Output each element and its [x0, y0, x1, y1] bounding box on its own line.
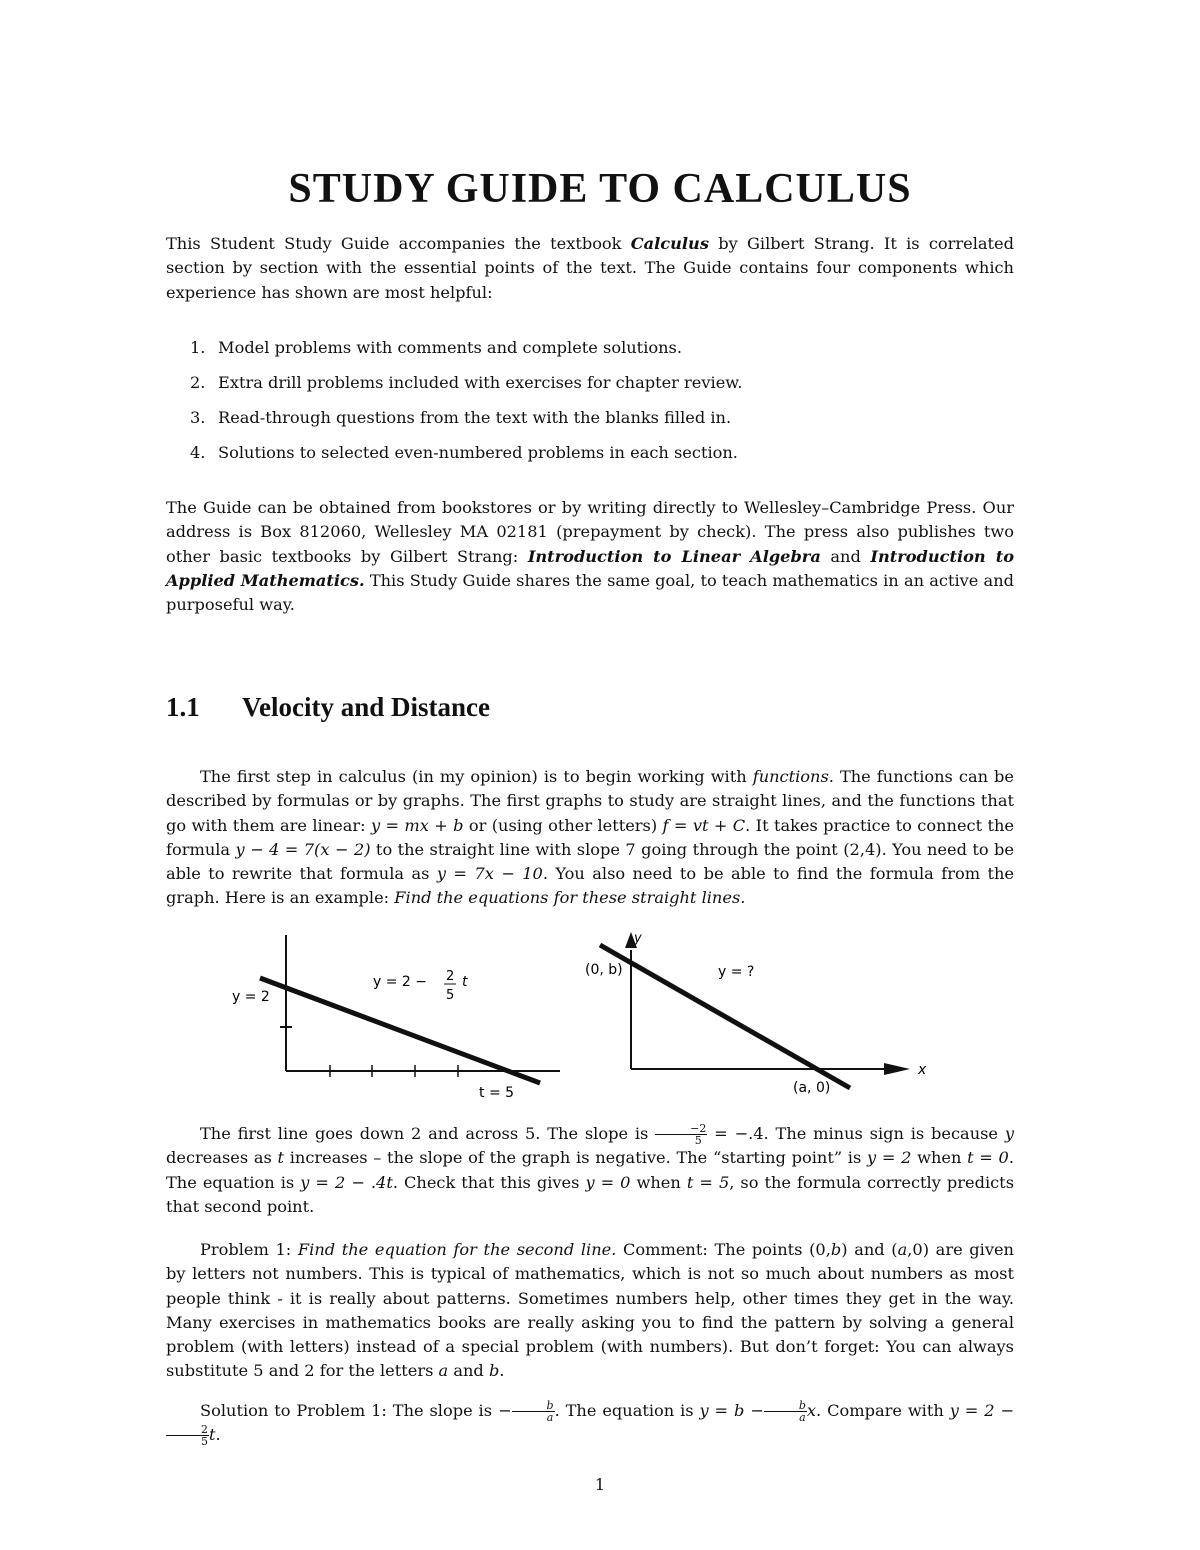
section-title: Velocity and Distance: [242, 692, 490, 722]
equation: y = 0: [585, 1172, 631, 1192]
list-item-text: Model problems with comments and complete solutions.: [218, 338, 682, 357]
graph1-label-t5: t = 5: [479, 1085, 515, 1101]
linear-algebra-title: Introduction to Linear Algebra: [527, 546, 821, 566]
intro-text-continued: by Gilbert Strang. It is correlated section by section with the essential points of the text. The Guide contains four components which experience has shown are most helpful:: [166, 234, 1014, 302]
para-text: . You also need to be able to find the formula from the graph. Here is an example:: [166, 864, 1014, 908]
functions-emphasis: functions.: [752, 767, 834, 786]
para-text: or (using other letters): [463, 815, 663, 835]
intro-paragraph: [166, 232, 1014, 305]
solution-paragraph: [166, 1399, 1014, 1448]
equation: y = 2 −: [949, 1401, 1014, 1420]
components-list: [190, 338, 742, 478]
graph2-label-q: y = ?: [718, 964, 755, 980]
para-text: .: [215, 1425, 221, 1445]
equation: f = vt + C: [662, 815, 746, 835]
list-item-number: 1.: [190, 338, 206, 357]
variable: b: [488, 1361, 500, 1381]
list-item-text: Extra drill problems included with exercises for chapter review.: [218, 373, 743, 392]
para-text: . Compare with: [816, 1401, 950, 1420]
fraction: [166, 1424, 209, 1447]
para-text: Solution to Problem 1: The slope is −: [200, 1401, 512, 1420]
graph1-label-y2: y = 2: [232, 989, 270, 1005]
guide-text: The Guide can be obtained from bookstores or by writing directly to Wellesley–Cambridge Press. Our address is Box 812060, Wellesley MA 02181 (prepayment by check). The press also publishes two other basic textbooks by Gilbert Strang:: [166, 498, 1014, 566]
variable: y: [1004, 1124, 1014, 1143]
graph1-eq-num: 2: [446, 969, 455, 984]
para-text: increases – the slope of the graph is negative. The “starting point” is: [284, 1148, 867, 1168]
para-text: and: [448, 1361, 489, 1381]
graph2-label-y: y: [634, 931, 642, 946]
list-item-text: Solutions to selected even-numbered problems in each section.: [218, 443, 738, 462]
variable: a: [897, 1240, 908, 1259]
graph1-line: [260, 978, 540, 1083]
graph-line-two: [580, 926, 940, 1101]
equation: t = 5: [686, 1172, 730, 1192]
graph-line-one: [220, 930, 570, 1105]
section-number: 1.1: [166, 692, 200, 722]
para-text: Problem 1:: [200, 1240, 298, 1259]
para-text: The functions can be described by formulas or by graphs. The first graphs to study are straight lines, and the functions that go with them are linear:: [166, 767, 1014, 835]
para-text: decreases as: [166, 1148, 278, 1168]
para-text: . The equation is: [166, 1148, 1014, 1192]
guide-paragraph: [166, 496, 1014, 617]
list-item-text: Read-through questions from the text with the blanks filled in.: [218, 408, 732, 427]
graph2-label-x: x: [918, 1062, 927, 1078]
para-text: Comment: The points (0,: [616, 1240, 831, 1259]
para-text: . It takes practice to connect the formula: [166, 815, 1014, 859]
guide-text-continued: This Study Guide shares the same goal, to teach mathematics in an active and purposeful way.: [166, 570, 1014, 615]
graph2-label-0b: (0, b): [585, 962, 623, 978]
intro-text: This Student Study Guide accompanies the textbook: [166, 234, 631, 253]
para-text: .: [499, 1361, 505, 1381]
para-text: to the straight line with slope 7 going through the point (2,4). You need to be able to rewrite that formula as: [166, 839, 1014, 884]
para-text: when: [911, 1148, 968, 1168]
guide-and: and: [820, 546, 871, 566]
list-item: [190, 443, 742, 478]
list-item-number: 2.: [190, 373, 206, 392]
para-text: when: [630, 1172, 687, 1192]
variable: b: [830, 1240, 842, 1259]
slope-paragraph: [166, 1122, 1014, 1219]
equation: t = 0: [967, 1148, 1009, 1168]
fraction-numerator: 2: [166, 1424, 209, 1436]
fraction: [764, 1400, 807, 1423]
page-number: 1: [594, 1475, 606, 1494]
list-item: [190, 373, 742, 408]
para-text: The first line goes down 2 and across 5. The slope is: [200, 1124, 656, 1143]
list-item: [190, 338, 742, 373]
fraction-denominator: 5: [201, 1435, 208, 1449]
graph2-label-a0: (a, 0): [793, 1080, 831, 1096]
para-text: = −.4. The minus sign is because: [707, 1124, 1005, 1143]
fraction-numerator: b: [512, 1400, 555, 1412]
variable: t: [277, 1148, 285, 1168]
fraction-denominator: a: [546, 1411, 554, 1424]
equation: y = 2: [866, 1148, 912, 1168]
applied-math-title: Introduction to Applied Mathematics.: [166, 546, 1014, 590]
para-text: The first step in calculus (in my opinion) is to begin working with: [200, 767, 753, 786]
equation: y = 7x − 10: [436, 864, 543, 884]
equation: x: [806, 1401, 817, 1420]
intro-book-title: Calculus: [630, 234, 709, 253]
section-heading: [166, 692, 490, 723]
variable: a: [438, 1361, 449, 1381]
list-item: [190, 408, 742, 443]
fraction-denominator: 5: [694, 1134, 702, 1147]
list-item-number: 3.: [190, 408, 206, 427]
graph2-x-arrow: [884, 1063, 910, 1075]
para-text: ,0) are given by letters not numbers. This is typical of mathematics, which is not so much about numbers as most people think - it is really about patterns. Sometimes numbers help, other times they get in the way. Many exercises in mathematics books are really asking you to find the pattern by solving a general problem (with letters) instead of a special problem (with numbers). But don’t forget: You can always substitute 5 and 2 for the letters: [166, 1240, 1014, 1381]
example-prompt: Find the equations for these straight lines.: [394, 888, 746, 908]
fraction-denominator: a: [799, 1411, 806, 1424]
fraction: [512, 1400, 555, 1423]
page-title: STUDY GUIDE TO CALCULUS: [288, 166, 912, 212]
equation: t: [209, 1425, 216, 1445]
para-text: ) and (: [841, 1240, 898, 1259]
para-text: . The equation is: [554, 1401, 700, 1420]
slope-fraction: [655, 1123, 707, 1146]
problem-paragraph: [166, 1238, 1014, 1384]
graph1-eq-var: t: [462, 974, 468, 990]
fraction-numerator: −2: [655, 1123, 707, 1135]
para-text: . Check that this gives: [392, 1172, 586, 1192]
equation: y − 4 = 7(x − 2): [235, 839, 371, 859]
para-text: , so the formula correctly predicts that second point.: [166, 1172, 1014, 1216]
equation: y = mx + b: [370, 815, 464, 835]
graph1-eq-den: 5: [446, 988, 455, 1003]
first-step-paragraph: [166, 765, 1014, 911]
equation: y = b −: [699, 1401, 764, 1420]
list-item-number: 4.: [190, 443, 206, 462]
equation: y = 2 − .4t: [300, 1172, 393, 1192]
graph1-eq-left: y = 2 −: [373, 974, 428, 990]
fraction-numerator: b: [764, 1400, 807, 1412]
problem-task: Find the equation for the second line.: [297, 1240, 617, 1259]
